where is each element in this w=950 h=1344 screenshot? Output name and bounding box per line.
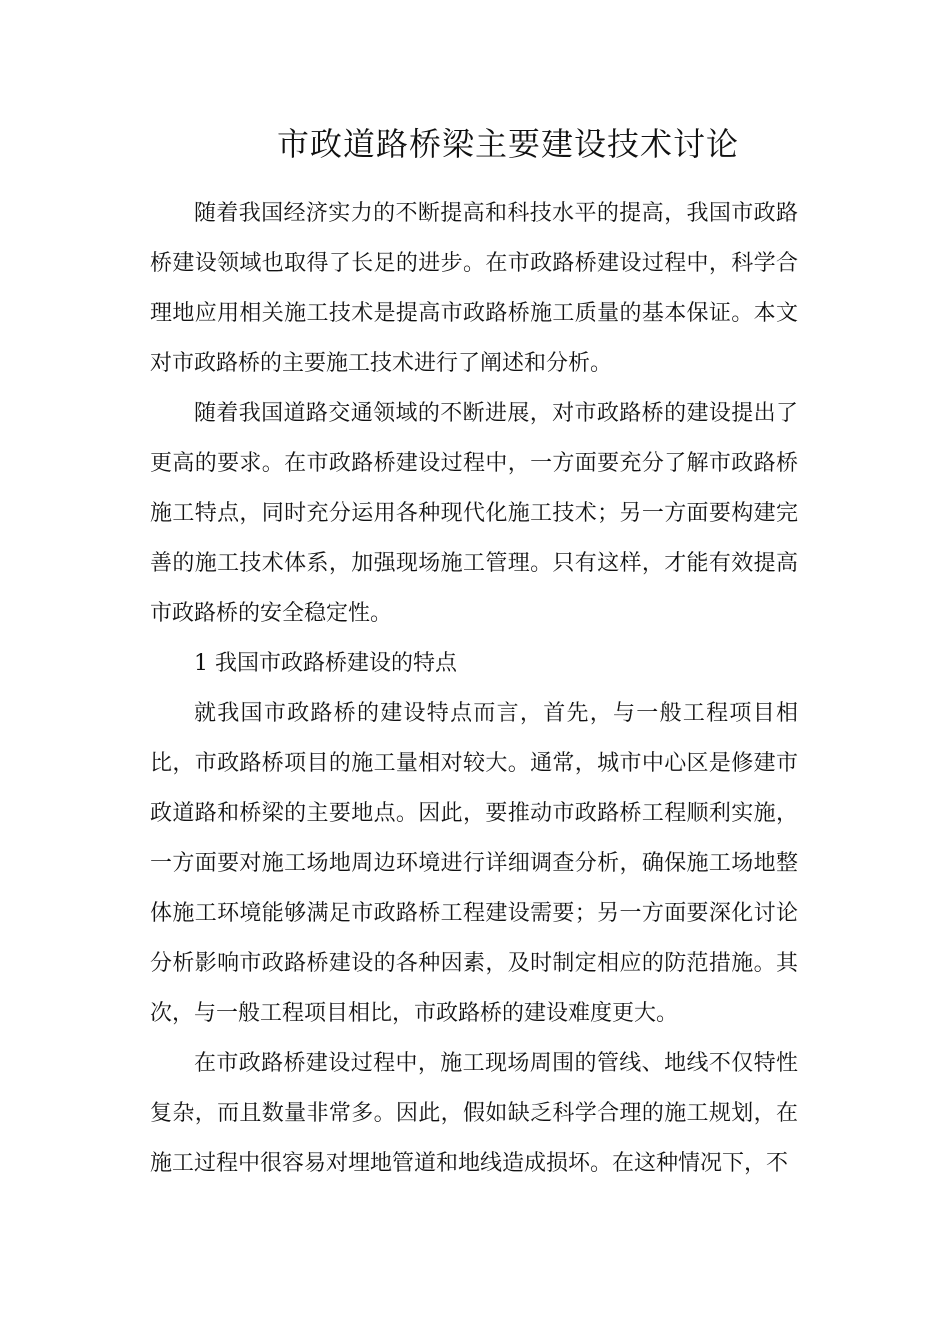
body-paragraph: 随着我国道路交通领域的不断进展，对市政路桥的建设提出了更高的要求。在市政路桥建设过程中，一方面要充分了解市政路桥施工特点，同时充分运用各种现代化施工技术；另一方面要构建完善的施工技术体系，加强现场施工管理。只有这样，才能有效提高市政路桥的安全稳定性。 [150,401,798,626]
body-paragraph: 就我国市政路桥的建设特点而言，首先，与一般工程项目相比，市政路桥项目的施工量相对较大。通常，城市中心区是修建市政道路和桥梁的主要地点。因此，要推动市政路桥工程顺利实施，一方面要对施工场地周边环境进行详细调查分析，确保施工场地整体施工环境能够满足市政路桥工程建设需要；另一方面要深化讨论分析影响市政路桥建设的各种因素，及时制定相应的防范措施。其次，与一般工程项目相比，市政路桥的建设难度更大。 [150,701,798,1026]
document-body [150,189,798,1189]
body-paragraph: 在市政路桥建设过程中，施工现场周围的管线、地线不仅特性复杂，而且数量非常多。因此，假如缺乏科学合理的施工规划，在施工过程中很容易对埋地管道和地线造成损坏。在这种情况下，不 [150,1051,798,1176]
body-paragraph: 随着我国经济实力的不断提高和科技水平的提高，我国市政路桥建设领域也取得了长足的进步。在市政路桥建设过程中，科学合理地应用相关施工技术是提高市政路桥施工质量的基本保证。本文对市政路桥的主要施工技术进行了阐述和分析。 [150,201,798,376]
section-heading: 1 我国市政路桥建设的特点 [194,651,457,676]
document-title: 市政道路桥梁主要建设技术讨论 [276,125,739,163]
